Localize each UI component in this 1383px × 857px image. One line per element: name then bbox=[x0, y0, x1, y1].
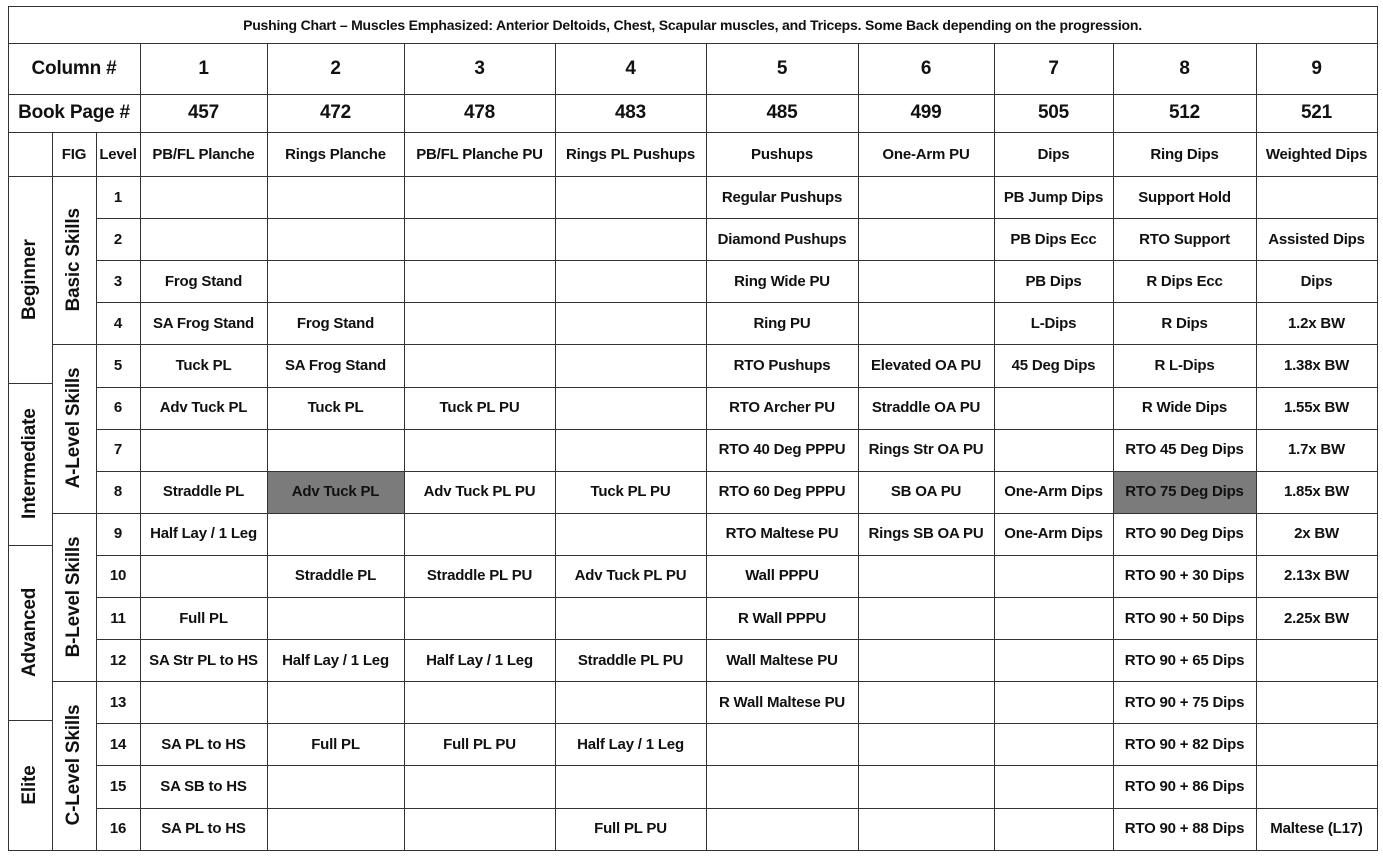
skill-cell: RTO Maltese PU bbox=[725, 525, 839, 543]
grid-line bbox=[140, 43, 141, 850]
grid-line bbox=[96, 218, 1377, 219]
skill-cell: Straddle PL PU bbox=[426, 567, 533, 585]
skill-cell: 2.13x BW bbox=[1283, 567, 1350, 585]
skill-cell: Full PL bbox=[179, 609, 228, 627]
skill-cell: R L-Dips bbox=[1154, 356, 1215, 374]
grid-line bbox=[267, 43, 268, 850]
skill-cell: Half Lay / 1 Leg bbox=[282, 651, 389, 669]
grid-line bbox=[96, 471, 1377, 472]
skill-cell: Adv Tuck PL PU bbox=[574, 567, 687, 585]
skill-cell bbox=[555, 218, 706, 260]
skill-cell bbox=[1256, 176, 1377, 218]
grid-line bbox=[96, 723, 1377, 724]
grid-line bbox=[1256, 43, 1257, 850]
level-number: 16 bbox=[109, 820, 127, 838]
skill-cell bbox=[706, 765, 858, 807]
exercise-header: Weighted Dips bbox=[1265, 145, 1368, 163]
book-page-number: 472 bbox=[319, 102, 352, 123]
skill-cell bbox=[994, 555, 1113, 597]
skill-cell: RTO 60 Deg PPPU bbox=[718, 483, 846, 501]
skill-cell bbox=[1256, 639, 1377, 681]
skill-cell: Elevated OA PU bbox=[870, 356, 981, 374]
skill-cell bbox=[267, 218, 404, 260]
skill-cell: Full PL PU bbox=[594, 820, 667, 838]
skill-group-label: C-Level Skills bbox=[63, 705, 84, 826]
skill-cell: One-Arm Dips bbox=[1004, 525, 1103, 543]
skill-cell: PB Dips bbox=[1025, 272, 1082, 290]
level-number: 10 bbox=[109, 567, 127, 585]
grid-line bbox=[96, 132, 97, 176]
grid-line bbox=[96, 429, 1377, 430]
grid-line bbox=[8, 383, 52, 384]
skill-cell: RTO Pushups bbox=[733, 356, 831, 374]
level-header: Level bbox=[99, 145, 137, 163]
skill-cell bbox=[404, 765, 555, 807]
skill-cell bbox=[404, 302, 555, 344]
skill-group-label: A-Level Skills bbox=[63, 368, 84, 489]
grid-line bbox=[96, 639, 1377, 640]
skill-cell: Wall PPPU bbox=[745, 567, 819, 585]
column-number: 7 bbox=[1048, 57, 1059, 79]
level-number: 9 bbox=[113, 525, 123, 543]
skill-cell: 2.25x BW bbox=[1283, 609, 1350, 627]
skill-cell bbox=[858, 597, 994, 639]
skill-cell bbox=[858, 260, 994, 302]
table-border bbox=[8, 850, 1377, 851]
skill-cell: 1.7x BW bbox=[1288, 441, 1345, 459]
skill-cell: RTO 40 Deg PPPU bbox=[718, 441, 846, 459]
skill-cell bbox=[994, 387, 1113, 429]
skill-cell bbox=[994, 597, 1113, 639]
skill-cell: 1.85x BW bbox=[1283, 483, 1350, 501]
skill-cell: R Dips Ecc bbox=[1146, 272, 1223, 290]
skill-cell: 1.2x BW bbox=[1288, 314, 1345, 332]
level-number: 5 bbox=[113, 356, 123, 374]
skill-cell: Tuck PL PU bbox=[590, 483, 671, 501]
skill-cell bbox=[994, 639, 1113, 681]
exercise-header: Ring Dips bbox=[1150, 145, 1219, 163]
skill-cell: Ring PU bbox=[753, 314, 811, 332]
skill-cell: Regular Pushups bbox=[721, 188, 843, 206]
skill-cell: Tuck PL PU bbox=[439, 399, 520, 417]
tier-label: Advanced bbox=[19, 587, 40, 678]
skill-cell bbox=[267, 429, 404, 471]
level-number: 8 bbox=[113, 483, 123, 501]
skill-cell: RTO 90 + 86 Dips bbox=[1124, 777, 1245, 795]
skill-cell: RTO Support bbox=[1139, 230, 1230, 248]
skill-cell bbox=[555, 344, 706, 386]
skill-cell: Adv Tuck PL bbox=[159, 399, 248, 417]
grid-line bbox=[858, 43, 859, 850]
table-border bbox=[8, 6, 1377, 7]
skill-cell: Diamond Pushups bbox=[717, 230, 847, 248]
skill-cell bbox=[140, 176, 267, 218]
skill-cell: Straddle PL bbox=[294, 567, 377, 585]
grid-line bbox=[96, 387, 1377, 388]
level-number: 14 bbox=[109, 735, 127, 753]
grid-line bbox=[994, 43, 995, 850]
grid-line bbox=[96, 513, 1377, 514]
grid-line bbox=[8, 43, 1377, 44]
skill-cell bbox=[404, 176, 555, 218]
tier-label: Intermediate bbox=[19, 408, 40, 520]
skill-cell bbox=[858, 765, 994, 807]
skill-cell: R Wide Dips bbox=[1141, 399, 1228, 417]
skill-cell bbox=[994, 429, 1113, 471]
table-border bbox=[1377, 6, 1378, 851]
book-page-number: 478 bbox=[463, 102, 496, 123]
fig-header: FIG bbox=[61, 145, 87, 163]
grid-line bbox=[52, 681, 96, 682]
skill-cell bbox=[1256, 681, 1377, 723]
grid-line bbox=[8, 176, 1377, 177]
skill-group-label: Basic Skills bbox=[63, 208, 84, 312]
skill-cell: RTO 90 + 82 Dips bbox=[1124, 735, 1245, 753]
book-page-number: 483 bbox=[614, 102, 647, 123]
skill-cell bbox=[706, 723, 858, 765]
skill-group-label: B-Level Skills bbox=[63, 536, 84, 658]
grid-line bbox=[96, 681, 1377, 682]
column-number: 4 bbox=[625, 57, 636, 79]
skill-cell bbox=[267, 176, 404, 218]
skill-cell: Full PL PU bbox=[443, 735, 516, 753]
exercise-header: Rings PL Pushups bbox=[565, 145, 696, 163]
skill-cell bbox=[994, 765, 1113, 807]
skill-cell: Support Hold bbox=[1138, 188, 1231, 206]
skill-cell: RTO 90 + 65 Dips bbox=[1124, 651, 1245, 669]
skill-cell: RTO 45 Deg Dips bbox=[1125, 441, 1244, 459]
book-page-number: 485 bbox=[766, 102, 798, 123]
skill-cell bbox=[555, 387, 706, 429]
column-number: 2 bbox=[330, 57, 341, 79]
tier-label: Beginner bbox=[19, 239, 40, 320]
skill-cell: R Dips bbox=[1161, 314, 1208, 332]
skill-cell: Tuck PL bbox=[175, 356, 232, 374]
skill-cell bbox=[1256, 723, 1377, 765]
grid-line bbox=[555, 43, 556, 850]
column-number: 9 bbox=[1311, 57, 1322, 79]
skill-cell bbox=[858, 681, 994, 723]
skill-cell bbox=[858, 639, 994, 681]
grid-line bbox=[96, 765, 1377, 766]
grid-line bbox=[52, 513, 96, 514]
book-page-number: 521 bbox=[1300, 102, 1333, 123]
grid-line bbox=[96, 302, 1377, 303]
level-number: 12 bbox=[109, 651, 127, 669]
exercise-header: Pushups bbox=[751, 145, 813, 163]
skill-cell bbox=[404, 808, 555, 850]
skill-cell: Frog Stand bbox=[296, 314, 375, 332]
skill-cell: 2x BW bbox=[1294, 525, 1339, 543]
skill-cell: Wall Maltese PU bbox=[726, 651, 838, 669]
skill-cell: SA PL to HS bbox=[161, 820, 246, 838]
skill-cell bbox=[404, 429, 555, 471]
book-page-number: 499 bbox=[910, 102, 942, 123]
skill-cell bbox=[555, 765, 706, 807]
skill-cell bbox=[140, 555, 267, 597]
skill-cell: RTO 90 + 88 Dips bbox=[1124, 820, 1245, 838]
skill-cell: 1.55x BW bbox=[1283, 399, 1350, 417]
skill-cell bbox=[858, 302, 994, 344]
skill-cell: R Wall Maltese PU bbox=[718, 693, 846, 711]
skill-cell bbox=[404, 681, 555, 723]
column-number: 3 bbox=[474, 57, 485, 79]
skill-cell: PB Dips Ecc bbox=[1010, 230, 1097, 248]
grid-line bbox=[1113, 43, 1114, 850]
book-page-number: 512 bbox=[1168, 102, 1201, 123]
skill-cell bbox=[267, 597, 404, 639]
level-number: 7 bbox=[113, 441, 123, 459]
grid-line bbox=[404, 43, 405, 850]
skill-cell: PB Jump Dips bbox=[1003, 188, 1104, 206]
skill-cell: Maltese (L17) bbox=[1270, 820, 1363, 838]
skill-cell: Ring Wide PU bbox=[734, 272, 830, 290]
highlighted-cell: Adv Tuck PL bbox=[267, 471, 404, 513]
grid-line bbox=[96, 597, 1377, 598]
grid-line bbox=[8, 545, 52, 546]
skill-cell: Straddle OA PU bbox=[871, 399, 981, 417]
skill-cell: SA PL to HS bbox=[161, 735, 246, 753]
skill-cell: One-Arm Dips bbox=[1004, 483, 1103, 501]
skill-cell: L-Dips bbox=[1030, 314, 1077, 332]
skill-cell bbox=[267, 681, 404, 723]
skill-cell bbox=[994, 723, 1113, 765]
skill-cell bbox=[267, 808, 404, 850]
skill-cell bbox=[1256, 765, 1377, 807]
level-number: 11 bbox=[110, 609, 126, 627]
highlighted-cell: RTO 75 Deg Dips bbox=[1113, 471, 1256, 513]
exercise-header: One-Arm PU bbox=[882, 145, 970, 163]
grid-line bbox=[52, 344, 96, 345]
exercise-header: Dips bbox=[1037, 145, 1070, 163]
skill-cell: SA Frog Stand bbox=[284, 356, 386, 374]
skill-cell bbox=[555, 176, 706, 218]
skill-cell bbox=[267, 513, 404, 555]
level-number: 1 bbox=[113, 188, 123, 206]
skill-cell: Half Lay / 1 Leg bbox=[150, 525, 257, 543]
column-number-label: Column # bbox=[31, 57, 117, 79]
skill-cell: SB OA PU bbox=[890, 483, 962, 501]
grid-line bbox=[8, 720, 52, 721]
skill-cell: RTO 90 + 30 Dips bbox=[1124, 567, 1245, 585]
skill-cell bbox=[267, 260, 404, 302]
level-number: 4 bbox=[113, 314, 123, 332]
skill-cell: Straddle PL PU bbox=[577, 651, 684, 669]
skill-cell: SA Frog Stand bbox=[152, 314, 254, 332]
skill-cell: Straddle PL bbox=[162, 483, 245, 501]
skill-cell: RTO 90 Deg Dips bbox=[1125, 525, 1244, 543]
skill-cell: R Wall PPPU bbox=[737, 609, 827, 627]
skill-cell bbox=[858, 723, 994, 765]
level-number: 2 bbox=[113, 230, 123, 248]
level-number: 15 bbox=[109, 777, 127, 795]
column-number: 6 bbox=[920, 57, 932, 79]
skill-cell bbox=[858, 808, 994, 850]
skill-cell bbox=[706, 808, 858, 850]
skill-cell: SA Str PL to HS bbox=[149, 651, 258, 669]
skill-cell bbox=[555, 513, 706, 555]
tier-label: Elite bbox=[19, 765, 40, 805]
skill-cell: Assisted Dips bbox=[1268, 230, 1365, 248]
grid-line bbox=[8, 94, 1377, 95]
skill-cell bbox=[555, 597, 706, 639]
grid-line bbox=[706, 43, 707, 850]
skill-cell: Half Lay / 1 Leg bbox=[577, 735, 684, 753]
skill-cell bbox=[555, 302, 706, 344]
grid-line bbox=[52, 132, 53, 176]
skill-cell bbox=[555, 429, 706, 471]
exercise-header: Rings Planche bbox=[285, 145, 386, 163]
skill-cell bbox=[858, 176, 994, 218]
skill-cell bbox=[994, 808, 1113, 850]
grid-line bbox=[96, 808, 1377, 809]
chart-title: Pushing Chart – Muscles Emphasized: Anterior Deltoids, Chest, Scapular muscles, and Triceps. Some Back depending on the progression. bbox=[243, 16, 1142, 33]
skill-cell: Rings SB OA PU bbox=[868, 525, 984, 543]
skill-cell: 45 Deg Dips bbox=[1011, 356, 1096, 374]
grid-line bbox=[96, 260, 1377, 261]
book-page-number: 457 bbox=[187, 102, 220, 123]
exercise-header: PB/FL Planche PU bbox=[416, 145, 543, 163]
book-page-label: Book Page # bbox=[18, 102, 130, 123]
skill-cell: RTO 90 + 50 Dips bbox=[1124, 609, 1245, 627]
skill-cell bbox=[404, 218, 555, 260]
skill-cell bbox=[555, 260, 706, 302]
book-page-number: 505 bbox=[1037, 102, 1070, 123]
column-number: 8 bbox=[1179, 57, 1190, 79]
skill-cell: Dips bbox=[1300, 272, 1333, 290]
skill-cell: Half Lay / 1 Leg bbox=[426, 651, 533, 669]
skill-cell bbox=[404, 260, 555, 302]
skill-cell: RTO 90 + 75 Dips bbox=[1124, 693, 1245, 711]
skill-cell bbox=[140, 218, 267, 260]
grid-line bbox=[96, 344, 1377, 345]
grid-line bbox=[8, 132, 1377, 133]
column-number: 5 bbox=[776, 57, 788, 79]
skill-cell: Adv Tuck PL PU bbox=[423, 483, 536, 501]
exercise-header: PB/FL Planche bbox=[152, 145, 255, 163]
column-number: 1 bbox=[198, 57, 209, 79]
skill-cell bbox=[994, 681, 1113, 723]
skill-cell bbox=[404, 597, 555, 639]
level-number: 3 bbox=[113, 272, 123, 290]
skill-cell bbox=[858, 218, 994, 260]
skill-cell bbox=[140, 681, 267, 723]
grid-line bbox=[96, 555, 1377, 556]
skill-cell: 1.38x BW bbox=[1283, 356, 1350, 374]
level-number: 13 bbox=[109, 693, 127, 711]
skill-cell: RTO Archer PU bbox=[729, 399, 835, 417]
skill-cell bbox=[140, 429, 267, 471]
skill-cell: Full PL bbox=[311, 735, 360, 753]
skill-cell bbox=[858, 555, 994, 597]
skill-cell: Rings Str OA PU bbox=[868, 441, 984, 459]
skill-cell: SA SB to HS bbox=[160, 777, 247, 795]
skill-cell bbox=[404, 513, 555, 555]
skill-cell bbox=[404, 344, 555, 386]
level-number: 6 bbox=[113, 399, 123, 417]
skill-cell bbox=[555, 681, 706, 723]
skill-cell: Frog Stand bbox=[164, 272, 243, 290]
skill-cell bbox=[267, 765, 404, 807]
skill-cell: Tuck PL bbox=[307, 399, 364, 417]
